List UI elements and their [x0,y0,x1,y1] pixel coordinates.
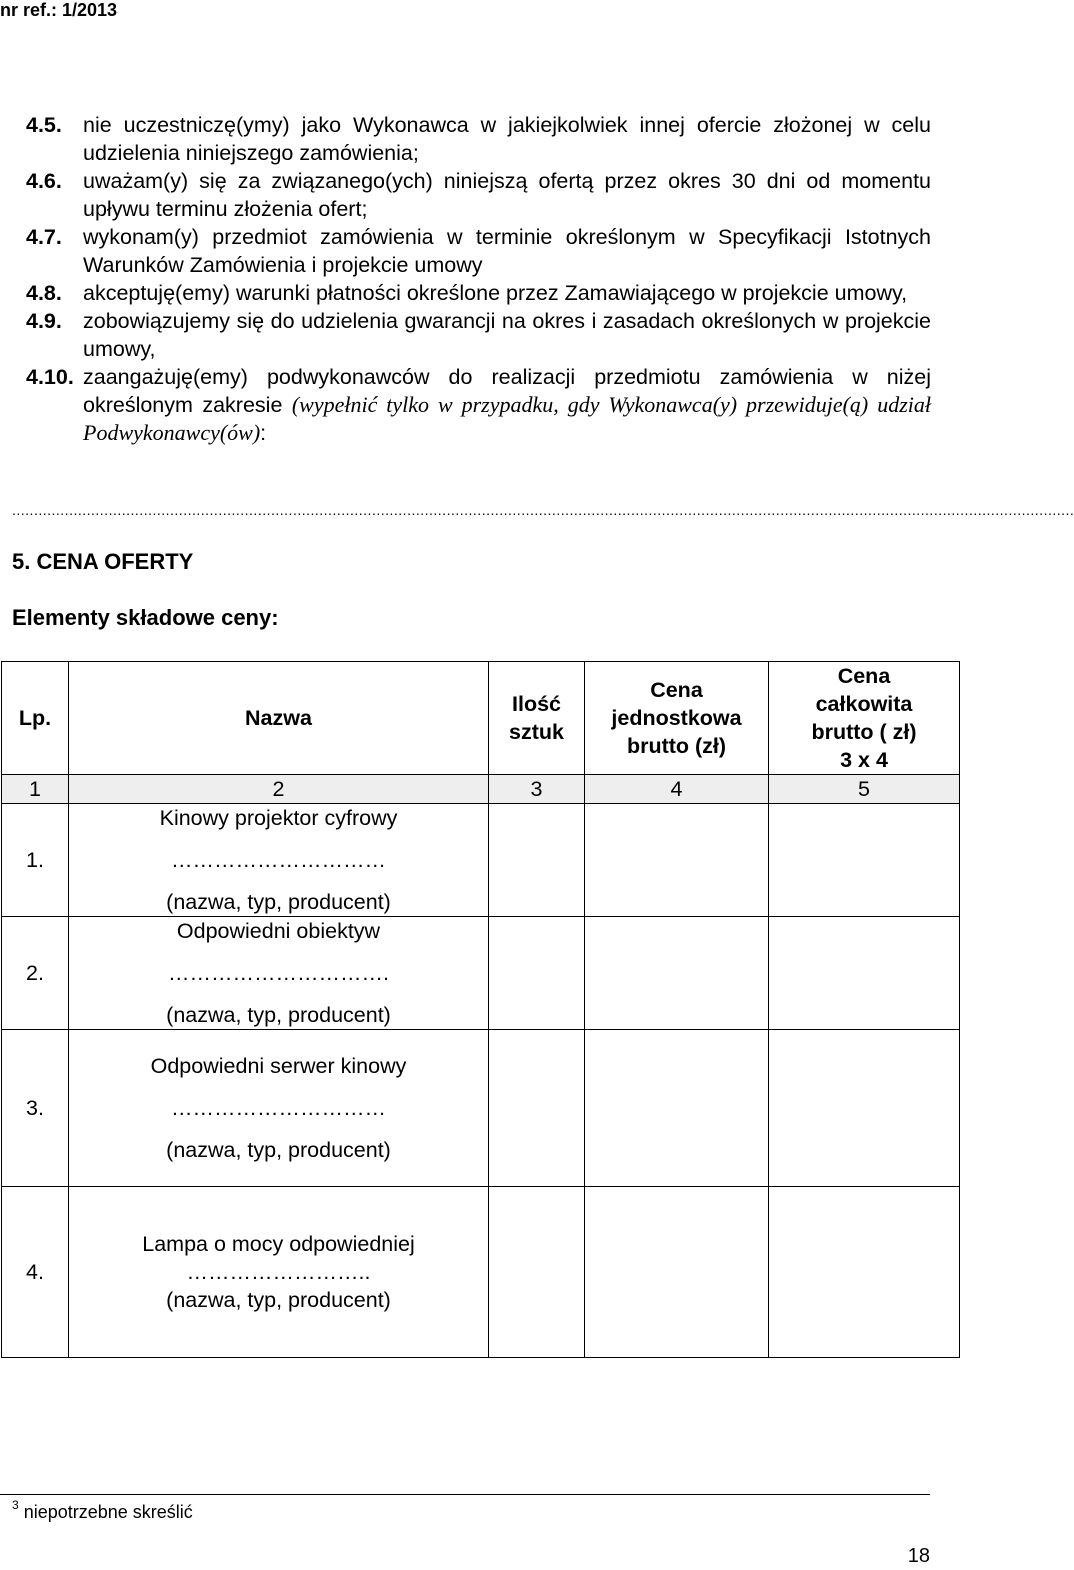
item-text: uważam(y) się za związanego(ych) niniejszą ofertą przez okres 30 dni od momentu upływu terminu złożenia ofert; [83,169,931,221]
table-header-row [2,662,960,775]
table-row [2,1187,960,1358]
column-number: 2 [69,775,489,804]
item-text-container [83,363,931,447]
header-line: Ilość [512,692,561,716]
header-cena-calkowita [769,662,960,775]
total-price-cell[interactable] [769,804,960,917]
header-ilosc [489,662,585,775]
item-text: akceptuję(emy) warunki płatności określone przez Zamawiającego w projekcie umowy, [83,281,908,305]
item-note: (nazwa, typ, producent) [166,1003,391,1027]
item-name: Kinowy projektor cyfrowy [159,806,398,830]
column-number-row [2,775,960,804]
header-cena-jednostkowa [585,662,769,775]
header-line: Cena [650,678,703,702]
item-dots: ………………………… [171,848,386,872]
header-line: brutto (zł) [626,734,727,758]
row-lp: 4. [2,1187,69,1358]
item-italic-note: (wypełnić tylko w przypadku, gdy Wykonawca(y) przewiduje(ą) udział Podwykonawcy(ów) [83,392,931,445]
quantity-cell[interactable] [489,1187,585,1358]
unit-price-cell[interactable] [585,1187,769,1358]
footnote-text: niepotrzebne skreślić [23,1502,193,1522]
document-reference: nr ref.: 1/2013 [0,0,118,20]
total-price-cell[interactable] [769,1187,960,1358]
row-name-cell [69,917,489,1030]
row-lp: 3. [2,1030,69,1187]
header-lp: Lp. [2,662,69,775]
item-number: 4.10. [26,365,74,389]
row-name-cell [69,1030,489,1187]
item-name: Odpowiedni obiektyw [176,919,381,943]
item-text: wykonam(y) przedmiot zamówienia w terminie określonym w Specyfikacji Istotnych Warunków Zamówienia i projekcie umowy [83,225,931,277]
item-number: 4.7. [26,225,62,249]
item-number: 4.5. [26,113,62,137]
item-dots: …………………………. [168,961,389,985]
unit-price-cell[interactable] [585,917,769,1030]
list-item [26,307,931,363]
item-text: zobowiązujemy się do udzielenia gwarancji na okres i zasadach określonych w projekcie umowy, [83,309,931,361]
item-number: 4.6. [26,169,62,193]
list-item [26,167,931,223]
table-row [2,804,960,917]
item-tail: : [260,421,267,445]
item-dots: …………………….. [186,1260,371,1284]
column-number: 5 [769,775,960,804]
header-line: całkowita [815,692,913,716]
price-table [1,661,960,1358]
dotted-fill-line: .................................................................................................................................................................................................................................................. [12,502,1074,518]
column-number: 1 [2,775,69,804]
table-row [2,1030,960,1187]
column-number: 4 [585,775,769,804]
section-title: 5. CENA OFERTY [12,549,194,574]
item-note: (nazwa, typ, producent) [166,1288,391,1312]
item-text: nie uczestniczę(ymy) jako Wykonawca w jakiejkolwiek innej ofercie złożonej w celu udzielenia niniejszego zamówienia; [83,113,931,165]
item-text: zaangażuję(emy) podwykonawców do realizacji przedmiotu zamówienia w niżej określonym zakresie [83,365,931,417]
header-line: 3 x 4 [840,748,888,772]
column-number: 3 [489,775,585,804]
list-item [26,363,931,447]
declarations-list [26,111,931,447]
item-name: Odpowiedni serwer kinowy [150,1054,407,1078]
footnote-separator [0,1494,930,1495]
unit-price-cell[interactable] [585,804,769,917]
header-line: Cena [837,664,891,688]
item-note: (nazwa, typ, producent) [166,890,391,914]
row-name-cell [69,1187,489,1358]
header-line: brutto ( zł) [811,720,917,744]
header-line: sztuk [509,720,564,744]
quantity-cell[interactable] [489,1030,585,1187]
footnote [12,1498,193,1523]
total-price-cell[interactable] [769,1030,960,1187]
item-name: Lampa o mocy odpowiedniej [142,1232,415,1256]
page-number: 18 [907,1545,930,1567]
item-note: (nazwa, typ, producent) [166,1138,391,1162]
quantity-cell[interactable] [489,917,585,1030]
total-price-cell[interactable] [769,917,960,1030]
table-row [2,917,960,1030]
unit-price-cell[interactable] [585,1030,769,1187]
list-item [26,279,931,307]
item-number: 4.8. [26,281,62,305]
quantity-cell[interactable] [489,804,585,917]
section-subtitle: Elementy składowe ceny: [12,605,279,630]
header-line: jednostkowa [611,706,742,730]
list-item [26,111,931,167]
header-nazwa: Nazwa [69,662,489,775]
row-lp: 2. [2,917,69,1030]
row-name-cell [69,804,489,917]
footnote-mark: 3 [12,1498,19,1512]
item-dots: ………………………… [171,1096,386,1120]
item-number: 4.9. [26,309,62,333]
row-lp: 1. [2,804,69,917]
list-item [26,223,931,279]
